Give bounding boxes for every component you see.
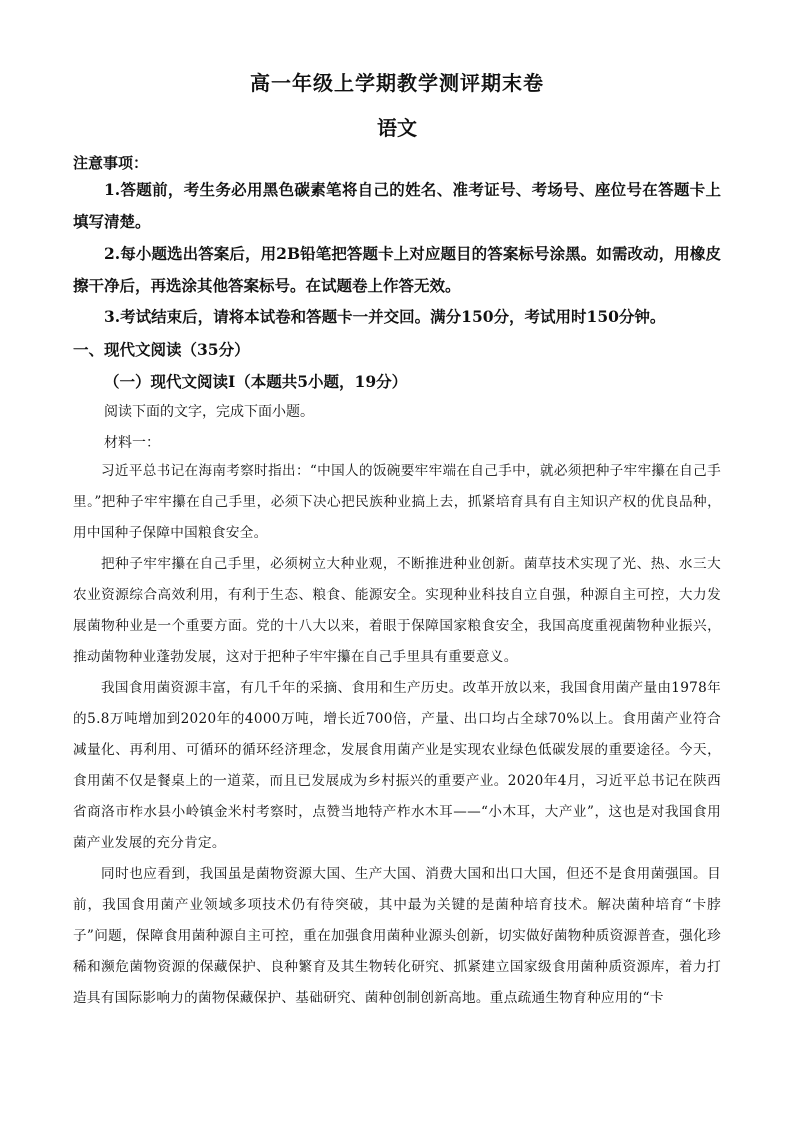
exam-title: 高一年级上学期教学测评期末卷 [250, 71, 544, 95]
material-paragraph-1: 习近平总书记在海南考察时指出：“中国人的饭碗要牢牢端在自己手中，就必须把种子牢牢攥在自己手里。”把种子牢牢攥在自己手里，必须下决心把民族种业搞上去，抓紧培育具有自主知识产权的优良品种，用中国种子保障中国粮食安全。 [73, 463, 721, 541]
reading-instruction: 阅读下面的文字，完成下面小题。 [104, 404, 314, 420]
material-paragraph-3: 我国食用菌资源丰富，有几千年的采摘、食用和生产历史。改革开放以来，我国食用菌产量由1978年的5.8万吨增加到2020年的4000万吨，增长近700倍，产量、出口均占全球70%以上。食用菌产业符合减量化、再利用、可循环的循环经济理念，发展食用菌产业是实现农业绿色低碳发展的重要途径。今天，食用菌不仅是餐桌上的一道菜，而且已发展成为乡村振兴的重要产业。2020年4月，习近平总书记在陕西省商洛市柞水县小岭镇金米村考察时，点赞当地特产柞水木耳——“小木耳，大产业”，这也是对我国食用菌产业发展的充分肯定。 [73, 680, 721, 851]
material-label: 材料一： [104, 435, 160, 451]
notice-heading: 注意事项： [73, 154, 149, 172]
notice-item-3: 3.考试结束后，请将本试卷和答题卡一并交回。满分150分，考试用时150分钟。 [104, 307, 666, 326]
notice-item-1: 1.答题前，考生务必用黑色碳素笔将自己的姓名、准考证号、考场号、座位号在答题卡上填写清楚。 [73, 180, 721, 231]
subject-title: 语文 [377, 116, 417, 140]
material-paragraph-4: 同时也应看到，我国虽是菌物资源大国、生产大国、消费大国和出口大国，但还不是食用菌强国。目前，我国食用菌产业领域多项技术仍有待突破，其中最为关键的是菌种培育技术。解决菌种培育“卡脖子”问题，保障食用菌种源自主可控，重在加强食用菌种业源头创新，切实做好菌物种质资源普查，强化珍稀和濒危菌物资源的保藏保护、良种繁育及其生物转化研究、抓紧建立国家级食用菌种质资源库，着力打造具有国际影响力的菌物保藏保护、基础研究、菌种创制创新高地。重点疏通生物育种应用的“卡 [73, 866, 721, 1006]
subsection-heading: （一）现代文阅读Ⅰ（本题共5小题，19分） [104, 372, 408, 391]
material-paragraph-2: 把种子牢牢攥在自己手里，必须树立大种业观，不断推进种业创新。菌草技术实现了光、热、水三大农业资源综合高效利用，有利于生态、粮食、能源安全。实现种业科技自立自强，种源自主可控，大力发展菌物种业是一个重要方面。党的十八大以来，着眼于保障国家粮食安全，我国高度重视菌物种业振兴，推动菌物种业蓬勃发展，这对于把种子牢牢攥在自己手里具有重要意义。 [73, 556, 721, 665]
section-heading: 一、现代文阅读（35分） [73, 340, 250, 359]
notice-item-2: 2.每小题选出答案后，用2B铅笔把答题卡上对应题目的答案标号涂黑。如需改动，用橡皮擦干净后，再选涂其他答案标号。在试题卷上作答无效。 [73, 244, 721, 295]
